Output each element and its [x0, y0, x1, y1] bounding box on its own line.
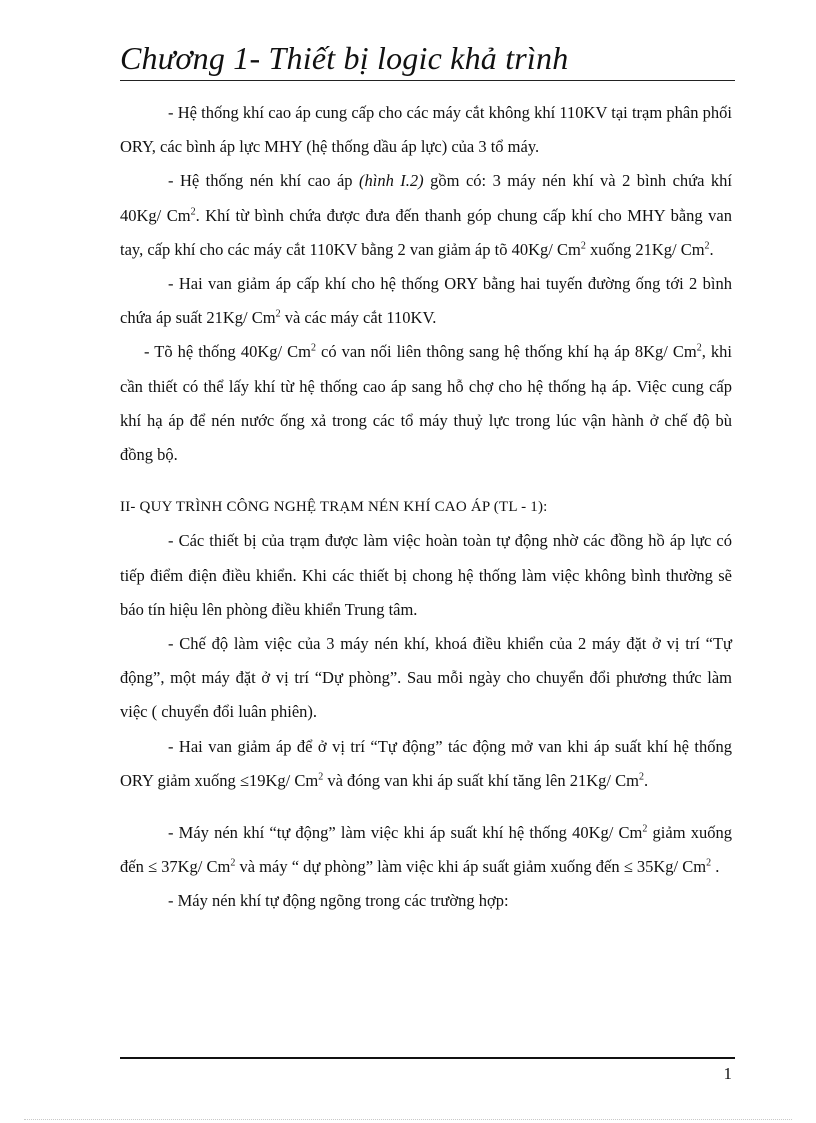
paragraph-2-text-a: - Hệ thống nén khí cao áp: [168, 171, 359, 191]
paragraph-4-text-c: , khi cần thiết có thể lấy khí từ hệ thống cao áp sang hỗ chợ cho hệ thống hạ áp. Việc cung cấp khí hạ áp để nén nước ống xả trong các tổ máy thuỷ lực trong lúc vận hành ở chế độ bù đồng bộ.: [120, 342, 732, 465]
section-heading: II- QUY TRÌNH CÔNG NGHỆ TRẠM NÉN KHÍ CAO ÁP (TL - 1):: [120, 499, 548, 516]
superscript: 2: [706, 857, 712, 869]
paragraph-2-text-d: xuống 21Kg/ Cm: [585, 239, 705, 259]
paragraph-4-text-b: có van nối liên thông sang hệ thống khí hạ áp 8Kg/ Cm: [315, 342, 697, 362]
paragraph-2: [120, 164, 732, 267]
superscript: 2: [190, 206, 196, 218]
paragraph-2-text-e: .: [709, 239, 714, 259]
chapter-title: Chương 1- Thiết bị logic khả trình: [120, 40, 569, 76]
superscript: 2: [696, 342, 702, 354]
paragraph-5: [120, 524, 732, 627]
paragraph-8-text-c: và máy “ dự phòng” làm việc khi áp suất giảm xuống đến ≤ 35Kg/ Cm: [235, 857, 707, 877]
paragraph-8: [120, 816, 732, 884]
paragraph-3-text-a: - Hai van giảm áp cấp khí cho hệ thống ORY bằng hai tuyến đường ống tới 2 bình chứa áp suất 21Kg/ Cm: [120, 274, 732, 328]
page-edge-dotted-line: [24, 1119, 792, 1120]
superscript: 2: [642, 823, 648, 835]
paragraph-1-text: - Hệ thống khí cao áp cung cấp cho các máy cắt không khí 110KV tại trạm phân phối ORY, các bình áp lực MHY (hệ thống dầu áp lực) của 3 tổ máy.: [120, 103, 732, 157]
paragraph-7-text-c: .: [643, 770, 649, 790]
header-rule: [120, 80, 735, 81]
superscript: 2: [275, 308, 281, 320]
paragraph-3-text-b: và các máy cắt 110KV.: [280, 308, 437, 328]
superscript: 2: [580, 240, 586, 252]
paragraph-4-text-a: - Tõ hệ thống 40Kg/ Cm: [144, 342, 311, 362]
paragraph-1: [120, 96, 732, 164]
paragraph-2-text-b: gồm có: 3 máy nén khí và 2 bình chứa khí 40Kg/ Cm: [120, 171, 732, 225]
paragraph-7: [120, 730, 732, 798]
superscript: 2: [230, 857, 236, 869]
paragraph-4: [120, 335, 732, 472]
footer-rule: [120, 1057, 735, 1059]
paragraph-5-text: - Các thiết bị của trạm được làm việc hoàn toàn tự động nhờ các đồng hồ áp lực có tiếp điểm điện điều khiển. Khi các thiết bị chong hệ thống làm việc không bình thường sẽ báo tín hiệu lên phòng điều khiển Trung tâm.: [120, 531, 732, 619]
page-number: 1: [723, 1064, 732, 1083]
paragraph-6: [120, 627, 732, 730]
paragraph-8-text-d: .: [711, 857, 720, 877]
paragraph-8-text-b: giảm xuống đến ≤ 37Kg/ Cm: [120, 823, 732, 877]
paragraph-2-text-c: . Khí từ bình chứa được đưa đến thanh góp chung cấp khí cho MHY bằng van tay, cấp khí cho các máy cắt 110KV bằng 2 van giảm áp tõ 40Kg/ Cm: [120, 205, 733, 259]
superscript: 2: [704, 240, 710, 252]
paragraph-9-text: - Máy nén khí tự động ngõng trong các trường hợp:: [168, 891, 509, 911]
superscript: 2: [310, 342, 316, 354]
paragraph-7-text-a: - Hai van giảm áp để ở vị trí “Tự động” tác động mở van khi áp suất khí hệ thống ORY giảm xuống ≤19Kg/ Cm: [120, 736, 732, 790]
paragraph-6-text: - Chế độ làm việc của 3 máy nén khí, khoá điều khiển của 2 máy đặt ở vị trí “Tự động”, một máy đặt ở vị trí “Dự phòng”. Sau mỗi ngày cho chuyển đổi phương thức làm việc ( chuyển đổi luân phiên).: [120, 634, 732, 722]
paragraph-3: [120, 267, 732, 335]
paragraph-8-text-a: - Máy nén khí “tự động” làm việc khi áp suất khí hệ thống 40Kg/ Cm: [168, 823, 643, 843]
superscript: 2: [638, 771, 644, 783]
superscript: 2: [318, 771, 324, 783]
figure-reference: (hình I.2): [359, 171, 424, 191]
paragraph-7-text-b: và đóng van khi áp suất khí tăng lên 21Kg/ Cm: [323, 770, 639, 790]
body-text: [120, 96, 732, 919]
paragraph-9: [120, 884, 732, 918]
